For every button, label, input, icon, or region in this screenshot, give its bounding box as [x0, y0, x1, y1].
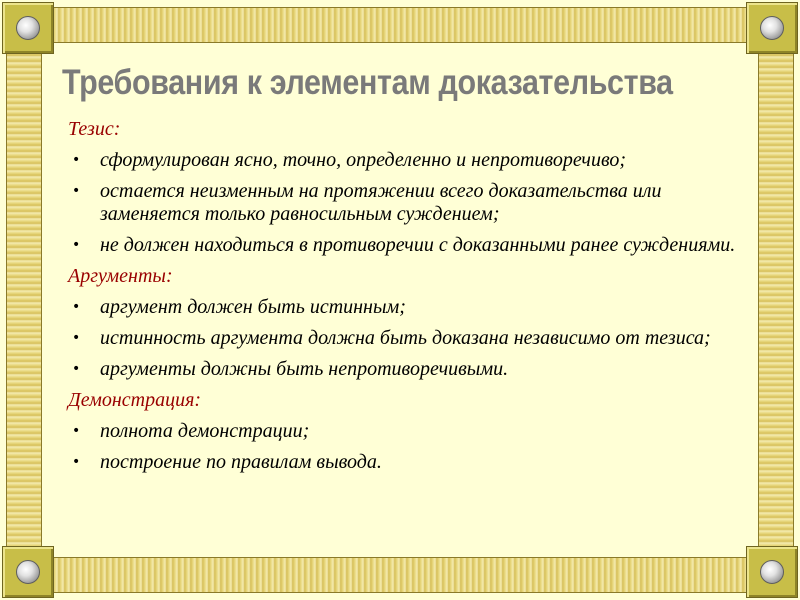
rivet-icon: [760, 560, 784, 584]
list-item-text: аргументы должны быть непротиворечивыми.: [100, 358, 509, 380]
section-heading-arguments: Аргументы:: [68, 265, 173, 287]
frame-bottom-border: [28, 557, 772, 593]
list-item: [68, 234, 740, 257]
rivet-icon: [16, 16, 40, 40]
rivet-icon: [16, 560, 40, 584]
frame-right-border: [758, 28, 794, 572]
bullet-icon: •: [72, 361, 81, 377]
arguments-list: [68, 296, 740, 381]
list-item-text: остается неизменным на протяжении всего доказательства или заменяется только равносильным суждением;: [100, 180, 662, 225]
bullet-icon: •: [72, 183, 81, 199]
bullet-icon: •: [72, 423, 81, 439]
corner-ornament-top-right: [746, 2, 798, 54]
list-item: [68, 296, 740, 319]
list-item: [68, 180, 740, 226]
corner-ornament-bottom-left: [2, 546, 54, 598]
demonstration-list: [68, 420, 740, 474]
list-item: [68, 358, 740, 381]
list-item: [68, 327, 740, 350]
list-item: [68, 451, 740, 474]
slide-title: Требования к элементам доказательства: [62, 63, 673, 102]
list-item: [68, 149, 740, 172]
bullet-icon: •: [72, 330, 81, 346]
list-item-text: не должен находиться в противоречии с доказанными ранее суждениями.: [100, 234, 736, 256]
section-heading-demonstration: Демонстрация:: [68, 389, 202, 411]
list-item-text: построение по правилам вывода.: [100, 451, 382, 473]
corner-ornament-bottom-right: [746, 546, 798, 598]
slide-content: [68, 118, 740, 474]
section-heading-thesis: Тезис:: [68, 118, 121, 140]
bullet-icon: •: [72, 152, 81, 168]
corner-ornament-top-left: [2, 2, 54, 54]
list-item-text: полнота демонстрации;: [100, 420, 310, 442]
list-item-text: аргумент должен быть истинным;: [100, 296, 406, 318]
list-item-text: сформулирован ясно, точно, определенно и непротиворечиво;: [100, 149, 627, 171]
list-item-text: истинность аргумента должна быть доказана независимо от тезиса;: [100, 327, 711, 349]
frame-left-border: [6, 28, 42, 572]
bullet-icon: •: [72, 454, 81, 470]
thesis-list: [68, 149, 740, 257]
rivet-icon: [760, 16, 784, 40]
bullet-icon: •: [72, 237, 81, 253]
frame-top-border: [28, 7, 772, 43]
bullet-icon: •: [72, 299, 81, 315]
list-item: [68, 420, 740, 443]
